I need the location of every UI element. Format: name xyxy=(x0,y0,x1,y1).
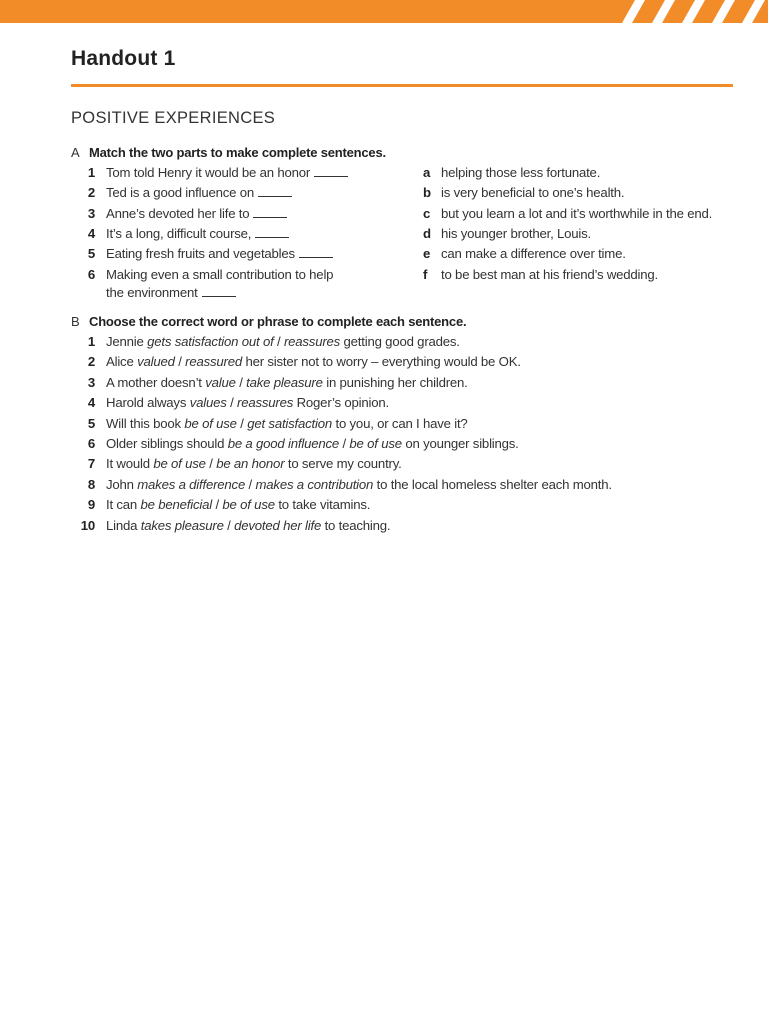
item-number: 5 xyxy=(87,246,95,261)
option-two[interactable]: get satisfaction xyxy=(247,415,333,431)
item-number: 1 xyxy=(87,165,95,180)
item-number: 1 xyxy=(87,334,95,349)
answer-blank[interactable] xyxy=(202,285,236,297)
item-text: It’s a long, difficult course, xyxy=(106,226,252,241)
item-number: 4 xyxy=(87,226,95,241)
item-letter: f xyxy=(423,267,428,282)
option-one[interactable]: be of use xyxy=(153,456,206,472)
sentence-start: It can xyxy=(106,497,141,513)
sentence-start: It would xyxy=(106,456,154,472)
item-text: is very beneficial to one’s health. xyxy=(441,185,625,200)
sentence: Will this book be of use / get satisfaction to you, or can I have it? xyxy=(106,415,468,431)
option-two[interactable]: reassures xyxy=(283,334,341,349)
item-number: 3 xyxy=(87,206,95,221)
option-two[interactable]: devoted her life xyxy=(234,517,322,533)
sentence: It would be of use / be an honor to serve my country. xyxy=(106,456,402,472)
option-two[interactable]: makes a contribution xyxy=(255,476,374,492)
sentence-end: to you, or can I have it? xyxy=(332,415,468,431)
item-number: 4 xyxy=(87,395,95,411)
sentence: A mother doesn’t value / take pleasure in punishing her children. xyxy=(106,374,468,390)
option-one[interactable]: makes a difference xyxy=(137,476,246,492)
option-one[interactable]: be beneficial xyxy=(140,497,212,513)
item-text: Eating fresh fruits and vegetables xyxy=(106,246,295,261)
section-b-instruction: Choose the correct word or phrase to complete each sentence. xyxy=(89,314,467,329)
sentence: John makes a difference / makes a contribution to the local homeless shelter each month. xyxy=(106,476,612,492)
item-number: 5 xyxy=(87,415,95,431)
sentence-end: to take vitamins. xyxy=(274,497,371,513)
item-letter: c xyxy=(423,206,431,221)
sentence-start: Will this book xyxy=(106,415,185,431)
title-divider xyxy=(71,84,733,87)
sentence-end: her sister not to worry – everything would be OK. xyxy=(241,354,521,370)
item-number: 10 xyxy=(80,517,95,533)
option-one[interactable]: value xyxy=(205,374,236,390)
item-number: 6 xyxy=(87,436,95,451)
answer-blank[interactable] xyxy=(314,165,348,177)
item-text: helping those less fortunate. xyxy=(441,165,601,180)
option-two[interactable]: be of use xyxy=(222,497,275,513)
item-number: 7 xyxy=(87,456,95,472)
item-text: his younger brother, Louis. xyxy=(441,226,592,241)
item-text: can make a difference over time. xyxy=(441,246,626,261)
answer-blank[interactable] xyxy=(253,206,287,218)
option-one[interactable]: gets satisfaction out of xyxy=(147,334,274,349)
item-number: 9 xyxy=(87,497,95,513)
item-number: 2 xyxy=(87,185,95,200)
option-two[interactable]: be an honor xyxy=(216,456,285,472)
sentence-start: John xyxy=(106,476,138,492)
item-number: 3 xyxy=(87,374,95,390)
sentence-start: Linda xyxy=(106,517,141,533)
sentence-end: to teaching. xyxy=(321,517,391,533)
sentence-start: Older siblings should xyxy=(106,436,228,451)
item-text: Anne’s devoted her life to xyxy=(106,206,250,221)
top-banner xyxy=(0,0,768,23)
section-a-instruction: Match the two parts to make complete sentences. xyxy=(89,145,386,160)
item-number: 8 xyxy=(87,476,95,492)
option-two[interactable]: reassures xyxy=(237,395,294,411)
sentence-end: to serve my country. xyxy=(284,456,402,472)
sentence-end: in punishing her children. xyxy=(322,374,468,390)
section-b-letter: B xyxy=(71,314,80,329)
sentence-start: Harold always xyxy=(106,395,190,411)
section-a-letter: A xyxy=(71,145,80,160)
item-text: but you learn a lot and it’s worthwhile in the end. xyxy=(441,206,713,221)
sentence-end: getting good grades. xyxy=(340,334,460,349)
item-letter: a xyxy=(423,165,431,180)
option-two[interactable]: reassured xyxy=(185,354,242,370)
sentence-end: Roger’s opinion. xyxy=(293,395,389,411)
item-text: Ted is a good influence on xyxy=(106,185,255,200)
item-text-continued: the environment xyxy=(106,285,198,300)
section-heading: POSITIVE EXPERIENCES xyxy=(71,109,276,127)
option-one[interactable]: valued xyxy=(137,354,175,370)
option-one[interactable]: be a good influence xyxy=(227,436,340,451)
item-letter: e xyxy=(423,246,431,261)
sentence: Jennie gets satisfaction out of / reassures getting good grades. xyxy=(106,334,460,349)
option-one[interactable]: values xyxy=(189,395,227,411)
sentence-end: on younger siblings. xyxy=(401,436,519,451)
option-two[interactable]: take pleasure xyxy=(246,374,323,390)
item-letter: b xyxy=(423,185,431,200)
page-title: Handout 1 xyxy=(71,47,176,70)
answer-blank[interactable] xyxy=(258,185,292,197)
sentence-start: A mother doesn’t xyxy=(106,374,206,390)
item-text: Tom told Henry it would be an honor xyxy=(106,165,311,180)
item-letter: d xyxy=(423,226,431,241)
stripe-decoration-icon xyxy=(608,0,768,23)
sentence: Older siblings should be a good influence / be of use on younger siblings. xyxy=(106,436,519,451)
sentence-start: Jennie xyxy=(106,334,148,349)
sentence: Harold always values / reassures Roger’s opinion. xyxy=(106,395,389,411)
sentence: Linda takes pleasure / devoted her life to teaching. xyxy=(106,517,391,533)
item-number: 6 xyxy=(87,267,95,282)
sentence: It can be beneficial / be of use to take vitamins. xyxy=(106,497,371,513)
option-one[interactable]: takes pleasure xyxy=(140,517,224,533)
option-two[interactable]: be of use xyxy=(349,436,402,451)
answer-blank[interactable] xyxy=(255,226,289,238)
item-text: to be best man at his friend’s wedding. xyxy=(441,267,659,282)
sentence: Alice valued / reassured her sister not to worry – everything would be OK. xyxy=(106,354,521,370)
item-text: Making even a small contribution to help xyxy=(106,267,334,282)
sentence-end: to the local homeless shelter each month. xyxy=(373,476,612,492)
item-number: 2 xyxy=(87,354,95,370)
answer-blank[interactable] xyxy=(299,246,333,258)
option-one[interactable]: be of use xyxy=(184,415,237,431)
sentence-start: Alice xyxy=(106,354,138,370)
